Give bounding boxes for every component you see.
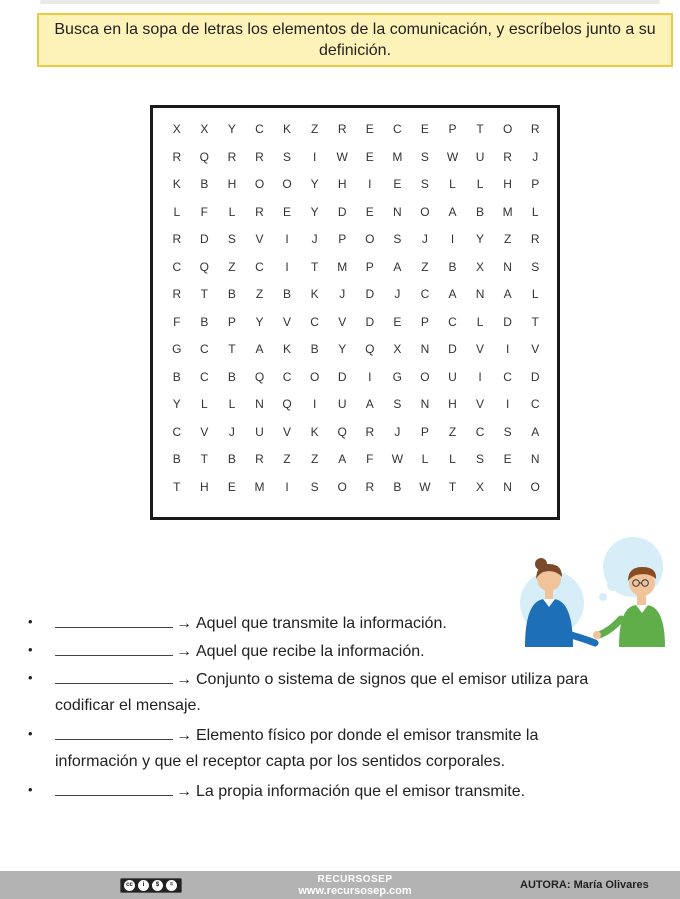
- grid-cell[interactable]: C: [172, 259, 182, 274]
- grid-cell[interactable]: T: [228, 342, 236, 356]
- grid-cell[interactable]: S: [420, 177, 429, 191]
- brand-url[interactable]: www.recursosep.com: [298, 885, 412, 897]
- grid-cell[interactable]: E: [227, 479, 236, 494]
- grid-cell[interactable]: I: [505, 342, 510, 356]
- creative-commons-icon: cc i $ =: [120, 878, 182, 893]
- grid-cell[interactable]: P: [448, 122, 457, 136]
- grid-cell[interactable]: I: [368, 369, 372, 384]
- grid-cell[interactable]: L: [476, 314, 484, 329]
- grid-cell[interactable]: J: [339, 287, 346, 301]
- grid-cell[interactable]: L: [449, 452, 456, 466]
- grid-cell[interactable]: Y: [255, 314, 264, 329]
- grid-cell[interactable]: L: [531, 204, 539, 219]
- grid-cell[interactable]: M: [337, 259, 348, 274]
- grid-cell[interactable]: I: [285, 232, 289, 246]
- grid-cell[interactable]: J: [394, 287, 401, 301]
- definition-text: Conjunto o sistema de signos que el emisor utiliza para: [196, 671, 589, 688]
- grid-cell[interactable]: R: [172, 287, 182, 301]
- grid-cell[interactable]: L: [531, 287, 539, 301]
- grid-cell[interactable]: H: [227, 177, 237, 191]
- grid-cell[interactable]: X: [172, 122, 181, 136]
- grid-cell[interactable]: Z: [448, 424, 457, 439]
- grid-cell[interactable]: N: [420, 397, 430, 411]
- grid-cell[interactable]: T: [200, 452, 209, 466]
- grid-cell[interactable]: C: [503, 369, 512, 384]
- grid-cell[interactable]: E: [365, 149, 374, 164]
- grid-cell[interactable]: L: [173, 204, 181, 219]
- answer-blank[interactable]: [55, 664, 173, 684]
- grid-cell[interactable]: Z: [283, 452, 291, 466]
- grid-cell[interactable]: R: [255, 204, 264, 219]
- grid-cell[interactable]: P: [338, 232, 347, 246]
- grid-cell[interactable]: S: [503, 424, 512, 439]
- grid-cell[interactable]: T: [173, 479, 181, 494]
- grid-cell[interactable]: C: [255, 122, 264, 136]
- definition-text: Aquel que recibe la información.: [196, 643, 425, 660]
- grid-cell[interactable]: C: [282, 369, 292, 384]
- grid-cell[interactable]: U: [448, 369, 457, 384]
- grid-cell[interactable]: L: [449, 177, 456, 191]
- grid-cell[interactable]: V: [476, 342, 485, 356]
- grid-cell[interactable]: W: [419, 479, 431, 494]
- grid-cell[interactable]: Q: [254, 369, 265, 384]
- grid-cell[interactable]: W: [336, 149, 348, 164]
- grid-cell[interactable]: E: [393, 177, 402, 191]
- grid-cell[interactable]: A: [531, 424, 540, 439]
- definition-item: [20, 776, 660, 804]
- definition-text: La propia información que el emisor transmite.: [196, 783, 526, 800]
- grid-cell[interactable]: B: [448, 259, 457, 274]
- grid-cell[interactable]: S: [476, 452, 485, 466]
- grid-cell[interactable]: E: [283, 204, 292, 219]
- grid-cell[interactable]: J: [394, 424, 401, 439]
- grid-cell[interactable]: N: [255, 397, 264, 411]
- grid-cell[interactable]: K: [310, 424, 319, 439]
- grid-cell[interactable]: O: [420, 204, 430, 219]
- grid-cell[interactable]: E: [365, 204, 374, 219]
- grid-cell[interactable]: I: [285, 479, 289, 494]
- word-search-board: [150, 105, 560, 520]
- arrow-icon: →: [176, 727, 192, 744]
- grid-cell[interactable]: E: [393, 314, 402, 329]
- grid-cell[interactable]: S: [310, 479, 319, 494]
- grid-cell[interactable]: K: [283, 122, 292, 136]
- grid-cell[interactable]: B: [393, 479, 402, 494]
- grid-cell[interactable]: D: [503, 314, 512, 329]
- grid-cell[interactable]: Z: [310, 122, 319, 136]
- definition-text: Aquel que transmite la información.: [196, 615, 447, 632]
- grid-cell[interactable]: N: [393, 204, 402, 219]
- grid-cell[interactable]: A: [338, 452, 347, 466]
- grid-cell[interactable]: C: [255, 259, 264, 274]
- grid-cell[interactable]: C: [172, 424, 182, 439]
- grid-cell[interactable]: K: [172, 177, 181, 191]
- bullet: •: [28, 670, 33, 685]
- grid-cell[interactable]: S: [283, 149, 292, 164]
- grid-cell[interactable]: H: [448, 397, 457, 411]
- grid-cell[interactable]: F: [173, 314, 181, 329]
- grid-cell[interactable]: B: [310, 342, 319, 356]
- grid-cell[interactable]: R: [365, 424, 375, 439]
- grid-cell[interactable]: L: [421, 452, 429, 466]
- grid-cell[interactable]: B: [172, 369, 181, 384]
- grid-cell[interactable]: O: [337, 479, 347, 494]
- grid-cell[interactable]: Z: [255, 287, 264, 301]
- grid-cell[interactable]: X: [476, 259, 485, 274]
- grid-cell[interactable]: O: [365, 232, 375, 246]
- grid-cell[interactable]: O: [282, 177, 292, 191]
- grid-cell[interactable]: Y: [172, 397, 181, 411]
- answer-blank[interactable]: [55, 776, 173, 796]
- grid-cell[interactable]: W: [446, 149, 459, 164]
- grid-cell[interactable]: B: [283, 287, 292, 301]
- grid-cell[interactable]: G: [392, 369, 403, 384]
- grid-cell[interactable]: P: [420, 424, 429, 439]
- grid-cell[interactable]: D: [365, 314, 375, 329]
- grid-cell[interactable]: I: [450, 232, 455, 246]
- grid-cell[interactable]: A: [448, 204, 457, 219]
- grid-cell[interactable]: R: [365, 479, 375, 494]
- grid-cell[interactable]: Z: [310, 452, 319, 466]
- grid-cell[interactable]: Q: [365, 342, 375, 356]
- grid-cell[interactable]: X: [200, 122, 209, 136]
- grid-cell[interactable]: V: [338, 314, 347, 329]
- grid-cell[interactable]: L: [201, 397, 208, 411]
- grid-cell[interactable]: A: [393, 259, 402, 274]
- grid-cell[interactable]: Z: [421, 259, 429, 274]
- grid-cell[interactable]: V: [255, 232, 264, 246]
- grid-cell[interactable]: L: [228, 204, 236, 219]
- grid-cell[interactable]: Y: [310, 177, 319, 191]
- grid-cell[interactable]: T: [531, 314, 539, 329]
- grid-cell[interactable]: T: [310, 259, 319, 274]
- instruction-text: Busca en la sopa de letras los elementos de la comunicación, y escríbelos junto a su definición.: [54, 21, 656, 59]
- grid-cell[interactable]: B: [227, 287, 236, 301]
- grid-cell[interactable]: V: [476, 397, 485, 411]
- grid-cell[interactable]: F: [366, 452, 374, 466]
- grid-cell[interactable]: E: [420, 122, 429, 136]
- grid-cell[interactable]: R: [255, 452, 264, 466]
- definition-text: Elemento físico por donde el emisor transmite la: [196, 727, 539, 744]
- grid-cell[interactable]: L: [228, 397, 236, 411]
- grid-cell[interactable]: A: [448, 287, 457, 301]
- grid-cell[interactable]: L: [476, 177, 484, 191]
- grid-cell[interactable]: Q: [199, 259, 210, 274]
- grid-cell[interactable]: Q: [199, 149, 210, 164]
- grid-cell[interactable]: W: [391, 452, 404, 466]
- grid-cell[interactable]: D: [337, 204, 347, 219]
- grid-cell[interactable]: Y: [338, 342, 347, 356]
- grid-cell[interactable]: S: [531, 259, 540, 274]
- grid-cell[interactable]: D: [200, 232, 209, 246]
- grid-cell[interactable]: B: [200, 177, 209, 191]
- grid-cell[interactable]: C: [310, 314, 319, 329]
- top-divider: [40, 0, 660, 4]
- arrow-icon: →: [176, 615, 192, 632]
- grid-cell[interactable]: T: [200, 287, 209, 301]
- grid-cell[interactable]: V: [283, 314, 292, 329]
- grid-cell[interactable]: M: [254, 479, 265, 494]
- grid-cell[interactable]: D: [337, 369, 347, 384]
- grid-cell[interactable]: M: [392, 149, 403, 164]
- grid-cell[interactable]: N: [420, 342, 430, 356]
- grid-cell[interactable]: S: [393, 397, 402, 411]
- instruction-box: [37, 13, 673, 67]
- grid-cell[interactable]: B: [227, 452, 236, 466]
- grid-cell[interactable]: X: [393, 342, 402, 356]
- answer-blank[interactable]: [55, 636, 173, 656]
- grid-cell[interactable]: Z: [228, 259, 236, 274]
- grid-cell[interactable]: N: [475, 287, 485, 301]
- grid-cell[interactable]: B: [200, 314, 209, 329]
- grid-cell[interactable]: H: [200, 479, 209, 494]
- grid-cell[interactable]: O: [309, 369, 320, 384]
- grid-cell[interactable]: I: [285, 259, 289, 274]
- grid-cell[interactable]: Q: [282, 397, 292, 411]
- answer-blank[interactable]: [55, 608, 173, 628]
- grid-cell[interactable]: Y: [476, 232, 485, 246]
- arrow-icon: →: [176, 643, 192, 660]
- grid-cell[interactable]: C: [475, 424, 485, 439]
- grid-cell[interactable]: E: [503, 452, 512, 466]
- grid-cell[interactable]: S: [420, 149, 429, 164]
- grid-cell[interactable]: B: [172, 452, 181, 466]
- grid-cell[interactable]: C: [200, 342, 209, 356]
- grid-cell[interactable]: C: [393, 122, 402, 136]
- grid-cell[interactable]: A: [255, 342, 264, 356]
- grid-cell[interactable]: K: [310, 287, 319, 301]
- grid-cell[interactable]: Q: [337, 424, 347, 439]
- definition-continuation: información y que el receptor capta por los sentidos corporales.: [55, 753, 506, 770]
- grid-cell[interactable]: V: [200, 424, 209, 439]
- grid-cell[interactable]: I: [312, 149, 317, 164]
- word-search-grid: [163, 116, 549, 501]
- arrow-icon: →: [176, 783, 192, 800]
- grid-cell[interactable]: R: [337, 122, 347, 136]
- definition-item: [20, 608, 660, 636]
- grid-cell[interactable]: N: [503, 259, 512, 274]
- definitions-list: [20, 608, 660, 804]
- grid-cell[interactable]: Y: [310, 204, 319, 219]
- grid-cell[interactable]: V: [283, 424, 292, 439]
- grid-cell[interactable]: O: [420, 369, 430, 384]
- author-credit: AUTORA: María Olivares: [520, 879, 649, 891]
- bullet: •: [28, 642, 33, 657]
- grid-cell[interactable]: M: [502, 204, 513, 219]
- grid-cell[interactable]: R: [172, 149, 182, 164]
- grid-cell[interactable]: B: [227, 369, 236, 384]
- grid-cell[interactable]: O: [502, 122, 513, 136]
- grid-cell[interactable]: S: [227, 232, 236, 246]
- grid-cell[interactable]: D: [448, 342, 457, 356]
- grid-cell[interactable]: F: [200, 204, 209, 219]
- grid-cell[interactable]: E: [365, 122, 374, 136]
- grid-cell[interactable]: X: [476, 479, 485, 494]
- grid-cell[interactable]: R: [530, 122, 540, 136]
- grid-cell[interactable]: C: [420, 287, 430, 301]
- definition-continuation: codificar el mensaje.: [55, 697, 201, 714]
- grid-cell[interactable]: R: [255, 149, 264, 164]
- definition-item: [20, 636, 660, 664]
- grid-cell[interactable]: R: [227, 149, 237, 164]
- grid-cell[interactable]: K: [283, 342, 292, 356]
- grid-cell[interactable]: H: [337, 177, 347, 191]
- bullet: •: [28, 614, 33, 629]
- grid-cell[interactable]: P: [227, 314, 236, 329]
- grid-cell[interactable]: A: [503, 287, 512, 301]
- grid-cell[interactable]: J: [228, 424, 235, 439]
- definition-item: [20, 720, 660, 776]
- grid-cell[interactable]: U: [337, 397, 347, 411]
- grid-cell[interactable]: N: [530, 452, 540, 466]
- arrow-icon: →: [176, 671, 192, 688]
- grid-cell[interactable]: I: [478, 369, 482, 384]
- footer-bar: [0, 871, 680, 899]
- grid-cell[interactable]: R: [503, 149, 512, 164]
- grid-cell[interactable]: Z: [503, 232, 512, 246]
- grid-cell[interactable]: P: [420, 314, 429, 329]
- grid-cell[interactable]: G: [172, 342, 182, 356]
- grid-cell[interactable]: Y: [227, 122, 236, 136]
- grid-cell[interactable]: D: [530, 369, 540, 384]
- grid-cell[interactable]: C: [448, 314, 457, 329]
- grid-cell[interactable]: C: [200, 369, 209, 384]
- grid-cell[interactable]: T: [448, 479, 457, 494]
- footer-brand: [290, 874, 420, 898]
- grid-cell[interactable]: I: [368, 177, 372, 191]
- grid-cell[interactable]: O: [254, 177, 265, 191]
- grid-cell[interactable]: P: [365, 259, 374, 274]
- grid-cell[interactable]: S: [393, 232, 402, 246]
- grid-cell[interactable]: U: [475, 149, 485, 164]
- grid-cell[interactable]: V: [531, 342, 540, 356]
- grid-cell[interactable]: A: [365, 397, 374, 411]
- grid-cell[interactable]: R: [172, 232, 182, 246]
- grid-cell[interactable]: C: [530, 397, 540, 411]
- answer-blank[interactable]: [55, 720, 173, 740]
- grid-cell[interactable]: P: [531, 177, 540, 191]
- grid-cell[interactable]: O: [530, 479, 540, 494]
- grid-cell[interactable]: N: [503, 479, 512, 494]
- grid-cell[interactable]: B: [476, 204, 485, 219]
- bullet: •: [28, 782, 33, 797]
- grid-cell[interactable]: D: [365, 287, 375, 301]
- grid-cell[interactable]: J: [532, 149, 539, 164]
- grid-cell[interactable]: R: [530, 232, 540, 246]
- grid-cell[interactable]: J: [421, 232, 428, 246]
- bullet: •: [28, 726, 33, 741]
- grid-cell[interactable]: H: [503, 177, 512, 191]
- grid-cell[interactable]: I: [505, 397, 510, 411]
- definition-item: [20, 664, 660, 720]
- grid-cell[interactable]: U: [255, 424, 264, 439]
- grid-cell[interactable]: I: [312, 397, 317, 411]
- grid-cell[interactable]: T: [476, 122, 484, 136]
- grid-cell[interactable]: J: [311, 232, 318, 246]
- brand-name: RECURSOSEP: [317, 874, 393, 885]
